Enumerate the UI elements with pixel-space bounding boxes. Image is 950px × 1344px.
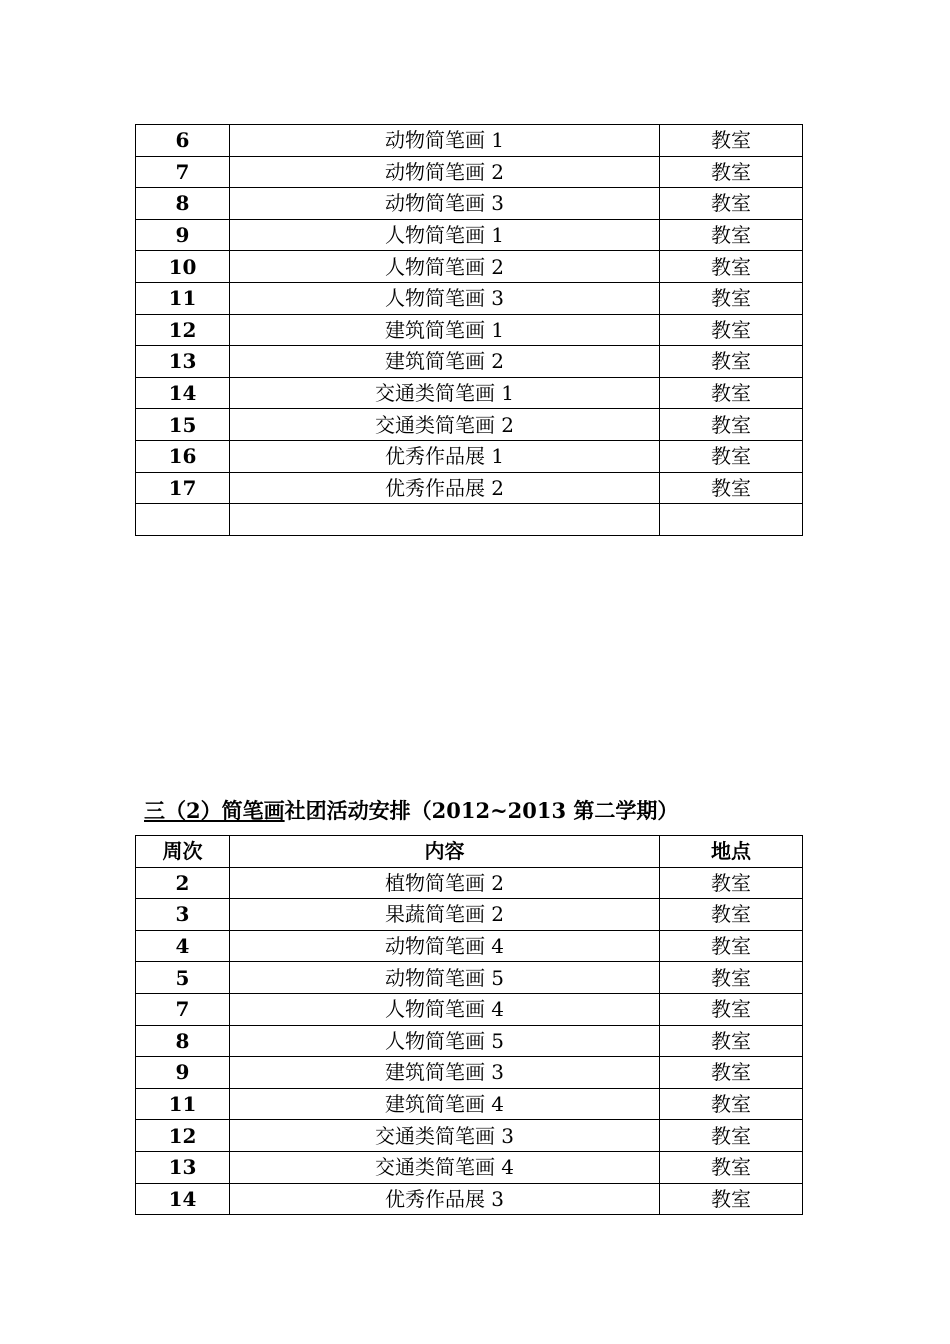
table-row	[136, 188, 803, 220]
cell-content: 交通类简笔画 2	[230, 409, 660, 441]
cell-location: 教室	[660, 219, 803, 251]
cell-week: 3	[136, 899, 230, 931]
cell-week: 5	[136, 962, 230, 994]
cell-content: 人物简笔画 3	[230, 282, 660, 314]
cell-week: 9	[136, 219, 230, 251]
table-body	[136, 125, 803, 536]
cell-content: 交通类简笔画 1	[230, 377, 660, 409]
table-row	[136, 472, 803, 504]
table-body	[136, 867, 803, 1215]
cell-week: 9	[136, 1057, 230, 1089]
cell-content: 果蔬简笔画 2	[230, 899, 660, 931]
cell-location: 教室	[660, 1088, 803, 1120]
cell-week: 15	[136, 409, 230, 441]
table-row	[136, 282, 803, 314]
cell-week: 8	[136, 188, 230, 220]
cell-location: 教室	[660, 377, 803, 409]
cell-week: 12	[136, 314, 230, 346]
cell-location: 教室	[660, 1183, 803, 1215]
cell-content: 动物简笔画 5	[230, 962, 660, 994]
table-row	[136, 251, 803, 283]
schedule-table-continued	[135, 124, 803, 536]
cell-week: 4	[136, 930, 230, 962]
table-row	[136, 930, 803, 962]
table-row	[136, 156, 803, 188]
cell-location: 教室	[660, 930, 803, 962]
cell-week: 7	[136, 156, 230, 188]
cell-content: 交通类简笔画 4	[230, 1151, 660, 1183]
cell-content: 建筑简笔画 1	[230, 314, 660, 346]
table-row	[136, 1151, 803, 1183]
table-row	[136, 219, 803, 251]
cell-location: 教室	[660, 409, 803, 441]
cell-location: 教室	[660, 993, 803, 1025]
table-row	[136, 504, 803, 536]
cell-location: 教室	[660, 962, 803, 994]
table-row	[136, 346, 803, 378]
cell-week: 11	[136, 282, 230, 314]
cell-content: 建筑简笔画 3	[230, 1057, 660, 1089]
cell-week: 6	[136, 125, 230, 157]
cell-week: 11	[136, 1088, 230, 1120]
cell-content	[230, 504, 660, 536]
cell-location: 教室	[660, 1120, 803, 1152]
cell-content: 交通类简笔画 3	[230, 1120, 660, 1152]
header-location: 地点	[660, 836, 803, 868]
cell-week: 12	[136, 1120, 230, 1152]
table-row	[136, 409, 803, 441]
cell-content: 动物简笔画 4	[230, 930, 660, 962]
cell-location: 教室	[660, 282, 803, 314]
table-row	[136, 1183, 803, 1215]
cell-week: 14	[136, 377, 230, 409]
cell-week: 17	[136, 472, 230, 504]
cell-location: 教室	[660, 314, 803, 346]
table-row	[136, 377, 803, 409]
table-row	[136, 962, 803, 994]
cell-week: 13	[136, 1151, 230, 1183]
title-activity-schedule: 社团活动安排（2012~2013 第二学期）	[284, 798, 679, 823]
cell-content: 人物简笔画 5	[230, 1025, 660, 1057]
cell-location: 教室	[660, 156, 803, 188]
table-row	[136, 1025, 803, 1057]
cell-week	[136, 504, 230, 536]
table-row	[136, 867, 803, 899]
header-week: 周次	[136, 836, 230, 868]
table-row	[136, 314, 803, 346]
cell-location: 教室	[660, 440, 803, 472]
cell-location: 教室	[660, 188, 803, 220]
cell-week: 7	[136, 993, 230, 1025]
cell-content: 优秀作品展 1	[230, 440, 660, 472]
table-row	[136, 1057, 803, 1089]
cell-content: 植物简笔画 2	[230, 867, 660, 899]
table-row	[136, 993, 803, 1025]
section-title	[144, 795, 678, 825]
cell-content: 动物简笔画 1	[230, 125, 660, 157]
table-row	[136, 1088, 803, 1120]
cell-week: 2	[136, 867, 230, 899]
table-row	[136, 125, 803, 157]
cell-content: 优秀作品展 2	[230, 472, 660, 504]
table-header-row	[136, 836, 803, 868]
cell-content: 建筑简笔画 2	[230, 346, 660, 378]
cell-location: 教室	[660, 346, 803, 378]
title-class-name: 三（2）简笔画	[144, 798, 285, 823]
cell-location: 教室	[660, 472, 803, 504]
cell-location: 教室	[660, 1151, 803, 1183]
cell-location: 教室	[660, 867, 803, 899]
cell-week: 14	[136, 1183, 230, 1215]
cell-week: 16	[136, 440, 230, 472]
cell-content: 人物简笔画 2	[230, 251, 660, 283]
cell-week: 13	[136, 346, 230, 378]
cell-content: 动物简笔画 2	[230, 156, 660, 188]
header-content: 内容	[230, 836, 660, 868]
cell-location: 教室	[660, 125, 803, 157]
cell-week: 10	[136, 251, 230, 283]
cell-location: 教室	[660, 1025, 803, 1057]
cell-week: 8	[136, 1025, 230, 1057]
table-row	[136, 899, 803, 931]
cell-content: 建筑简笔画 4	[230, 1088, 660, 1120]
cell-content: 优秀作品展 3	[230, 1183, 660, 1215]
cell-content: 人物简笔画 1	[230, 219, 660, 251]
cell-location: 教室	[660, 1057, 803, 1089]
cell-location	[660, 504, 803, 536]
table-row	[136, 440, 803, 472]
cell-content: 动物简笔画 3	[230, 188, 660, 220]
cell-content: 人物简笔画 4	[230, 993, 660, 1025]
cell-location: 教室	[660, 251, 803, 283]
schedule-table-class-3-2	[135, 835, 803, 1215]
table-row	[136, 1120, 803, 1152]
cell-location: 教室	[660, 899, 803, 931]
